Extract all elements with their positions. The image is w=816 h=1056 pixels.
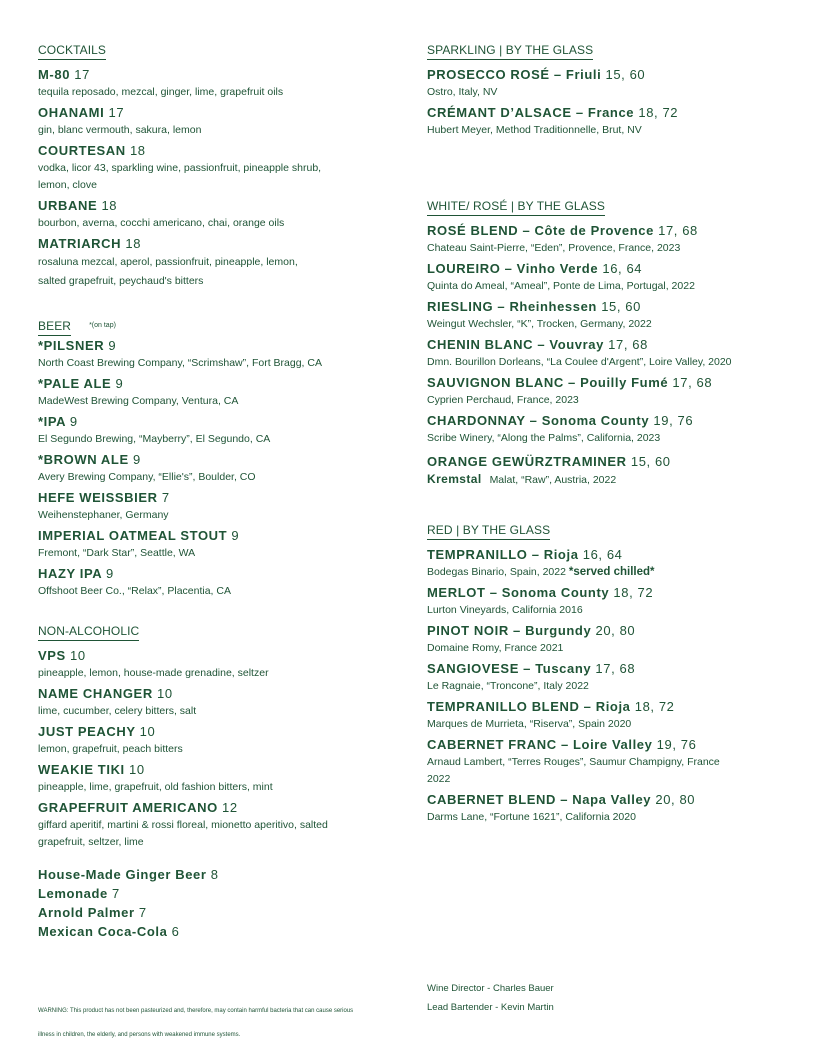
item-name: House-Made Ginger Beer [38,867,207,882]
item-name: HAZY IPA [38,566,102,581]
item-price: 9 [231,528,240,543]
extras-list [38,865,398,941]
item-name: CRÉMANT D’ALSACE – France [427,105,635,120]
menu-item [38,723,398,758]
menu-item [427,260,787,295]
item-price: 9 [132,452,141,467]
item-name: MATRIARCH [38,236,122,251]
item-desc: Cyprien Perchaud, France, 2023 [427,394,579,406]
item-desc: Scribe Winery, “Along the Palms”, California, 2023 [427,432,661,444]
menu-item [427,698,787,733]
menu-item [427,412,787,447]
menu-item [427,222,787,257]
item-desc: Avery Brewing Company, “Ellie's”, Boulder, CO [38,471,256,483]
beer-section [38,317,398,600]
item-name: *IPA [38,414,66,429]
item-name: TEMPRANILLO BLEND – Rioja [427,699,631,714]
item-desc: tequila reposado, mezcal, ginger, lime, grapefruit oils [38,86,284,98]
extra-item [38,865,398,884]
item-name: NAME CHANGER [38,686,153,701]
item-desc: Domaine Romy, France 2021 [427,642,564,654]
item-price: 15, 60 [601,299,641,314]
section-title: SPARKLING | BY THE GLASS [427,43,593,60]
item-name: ROSÉ BLEND – Côte de Provence [427,223,654,238]
item-name: *BROWN ALE [38,452,129,467]
item-name: TEMPRANILLO – Rioja [427,547,579,562]
item-price: 7 [138,905,147,920]
menu-item [427,622,787,657]
item-desc: Darms Lane, “Fortune 1621”, California 2020 [427,811,636,823]
item-name: WEAKIE TIKI [38,762,125,777]
item-price: 15, 60 [605,67,646,82]
section-title: NON-ALCOHOLIC [38,624,139,641]
item-name: SAUVIGNON BLANC – Pouilly Fumé [427,375,669,390]
item-price: 17, 68 [608,337,648,352]
menu-item [38,104,398,139]
item-name: IMPERIAL OATMEAL STOUT [38,528,228,543]
item-price: 18, 72 [638,105,679,120]
item-name: RIESLING – Rheinhessen [427,299,597,314]
item-name: Lemonade [38,886,108,901]
item-price: 7 [161,490,170,505]
item-desc: lime, cucumber, celery bitters, salt [38,705,197,717]
menu-item [427,736,787,788]
menu-item [427,546,787,581]
item-desc: pineapple, lemon, house-made grenadine, seltzer [38,667,269,679]
item-desc: bourbon, averna, cocchi americano, chai, orange oils [38,217,285,229]
item-desc: Marques de Murrieta, “Riserva”, Spain 2020 [427,718,632,730]
item-price: 9 [115,376,124,391]
item-name: CABERNET BLEND – Napa Valley [427,792,652,807]
item-price: 20, 80 [655,792,696,807]
item-desc: Offshoot Beer Co., “Relax”, Placentia, CA [38,585,231,597]
section-title: RED | BY THE GLASS [427,523,550,540]
item-desc: lemon, grapefruit, peach bitters [38,743,183,755]
item-price: 17 [74,67,90,82]
item-name: Arnold Palmer [38,905,135,920]
item-desc: Le Ragnaie, “Troncone”, Italy 2022 [427,680,589,692]
item-desc: Hubert Meyer, Method Traditionnelle, Brut, NV [427,124,642,136]
item-price: 18 [101,198,118,213]
item-desc: gin, blanc vermouth, sakura, lemon [38,124,202,136]
menu-item [38,799,398,851]
item-desc: Weingut Wechsler, “K”, Trocken, Germany, 2022 [427,318,652,330]
menu-item [427,584,787,619]
item-price: 20, 80 [595,623,636,638]
item-price: 18, 72 [634,699,675,714]
item-price: 9 [69,414,78,429]
item-name: PINOT NOIR – Burgundy [427,623,592,638]
item-desc: pineapple, lime, grapefruit, old fashion bitters, mint [38,781,273,793]
menu-item [427,660,787,695]
item-name: HEFE WEISSBIER [38,490,158,505]
item-price: 10 [139,724,156,739]
item-name: M-80 [38,67,71,82]
item-price: 17, 68 [672,375,713,390]
item-price: 9 [108,338,117,353]
menu-item [38,142,398,194]
item-name: OHANAMI [38,105,105,120]
item-price: 17, 68 [595,661,636,676]
menu-item [38,565,398,600]
item-price: 18, 72 [613,585,654,600]
item-name: JUST PEACHY [38,724,136,739]
item-price: 10 [157,686,173,701]
menu-item [427,791,787,826]
menu-item [38,375,398,410]
on-tap-note: *(on tap) [89,322,116,329]
item-desc: MadeWest Brewing Company, Ventura, CA [38,395,239,407]
menu-item [38,197,398,232]
item-desc: vodka, licor 43, sparkling wine, passionfruit, pineapple shrub, lemon, clove [38,162,322,191]
item-region: Kremstal [427,472,482,486]
menu-item [427,336,787,371]
staff-credits [427,979,554,1017]
menu-item [427,453,787,489]
item-price: 18 [129,143,146,158]
item-name: GRAPEFRUIT AMERICANO [38,800,218,815]
item-name: MERLOT – Sonoma County [427,585,610,600]
section-title: COCKTAILS [38,43,106,60]
item-desc: rosaluna mezcal, aperol, passionfruit, pineapple, lemon, salted grapefruit, peychaud's bitters [38,256,298,287]
item-name: LOUREIRO – Vinho Verde [427,261,599,276]
item-price: 10 [128,762,145,777]
menu-item [427,104,787,139]
item-name: URBANE [38,198,98,213]
menu-item [38,235,398,291]
item-price: 19, 76 [656,737,697,752]
item-desc: Weihenstephaner, Germany [38,509,169,521]
item-name: *PILSNER [38,338,105,353]
section-title: WHITE/ ROSÉ | BY THE GLASS [427,199,605,216]
white-rose-section [427,197,787,489]
left-column [38,41,398,941]
item-price: 16, 64 [582,547,623,562]
menu-item [38,489,398,524]
menu-item [38,66,398,101]
extra-item [38,903,398,922]
menu-item [38,451,398,486]
wine-director: Wine Director - Charles Bauer [427,983,554,994]
item-desc: Malat, “Raw”, Austria, 2022 [489,474,617,486]
item-name: *PALE ALE [38,376,112,391]
pasteurization-warning: WARNING: This product has not been pasteurized and, therefore, may contain harmful bacteria that can cause serious illness in children, the elderly, and persons with weakened immune systems. [38,1008,354,1038]
item-name: PROSECCO ROSÉ – Friuli [427,67,602,82]
item-price: 17, 68 [658,223,698,238]
menu-item [38,685,398,720]
extra-item [38,884,398,903]
extra-item [38,922,398,941]
item-desc: Chateau Saint-Pierre, “Eden”, Provence, France, 2023 [427,242,681,254]
sparkling-section [427,41,787,139]
item-price: 8 [210,867,219,882]
menu-item [427,66,787,101]
red-section [427,521,787,826]
menu-item [38,527,398,562]
right-column [427,41,787,829]
menu-item [427,298,787,333]
item-price: 19, 76 [653,413,694,428]
item-name: VPS [38,648,66,663]
non-alcoholic-section [38,622,398,941]
item-price: 16, 64 [602,261,643,276]
item-price: 6 [171,924,180,939]
item-desc: Quinta do Ameal, “Ameal”, Ponte de Lima, Portugal, 2022 [427,280,695,292]
item-name: SANGIOVESE – Tuscany [427,661,592,676]
item-name: Mexican Coca-Cola [38,924,168,939]
item-desc: Ostro, Italy, NV [427,86,498,98]
item-desc: Dmn. Bourillon Dorleans, “La Coulee d'Argent”, Loire Valley, 2020 [427,356,732,368]
menu-item [38,413,398,448]
item-name: ORANGE GEWÜRZTRAMINER [427,454,627,469]
item-desc: Arnaud Lambert, “Terres Rouges”, Saumur Champigny, France 2022 [427,756,720,785]
menu-item [38,337,398,372]
item-price: 17 [108,105,125,120]
item-name: CABERNET FRANC – Loire Valley [427,737,653,752]
item-desc: Bodegas Binario, Spain, 2022 [427,566,566,578]
cocktails-section [38,41,398,291]
item-desc: Lurton Vineyards, California 2016 [427,604,583,616]
item-price: 15, 60 [630,454,671,469]
item-desc: Fremont, “Dark Star”, Seattle, WA [38,547,196,559]
section-title: BEER [38,319,71,336]
menu-item [38,647,398,682]
item-name: CHARDONNAY – Sonoma County [427,413,650,428]
item-desc: El Segundo Brewing, “Mayberry”, El Segundo, CA [38,433,271,445]
menu-item [38,761,398,796]
item-price: 12 [222,800,238,815]
item-price: 7 [112,886,120,901]
item-desc: North Coast Brewing Company, “Scrimshaw”, Fort Bragg, CA [38,357,322,369]
item-price: 9 [106,566,114,581]
lead-bartender: Lead Bartender - Kevin Martin [427,1002,554,1013]
item-name: CHENIN BLANC – Vouvray [427,337,604,352]
menu-item [427,374,787,409]
item-price: 10 [70,648,86,663]
item-desc: giffard aperitif, martini & rossi floreal, mionetto aperitivo, salted grapefruit, seltzer, lime [38,819,328,848]
served-chilled-note: *served chilled* [568,566,655,578]
item-name: COURTESAN [38,143,126,158]
item-price: 18 [125,236,142,251]
